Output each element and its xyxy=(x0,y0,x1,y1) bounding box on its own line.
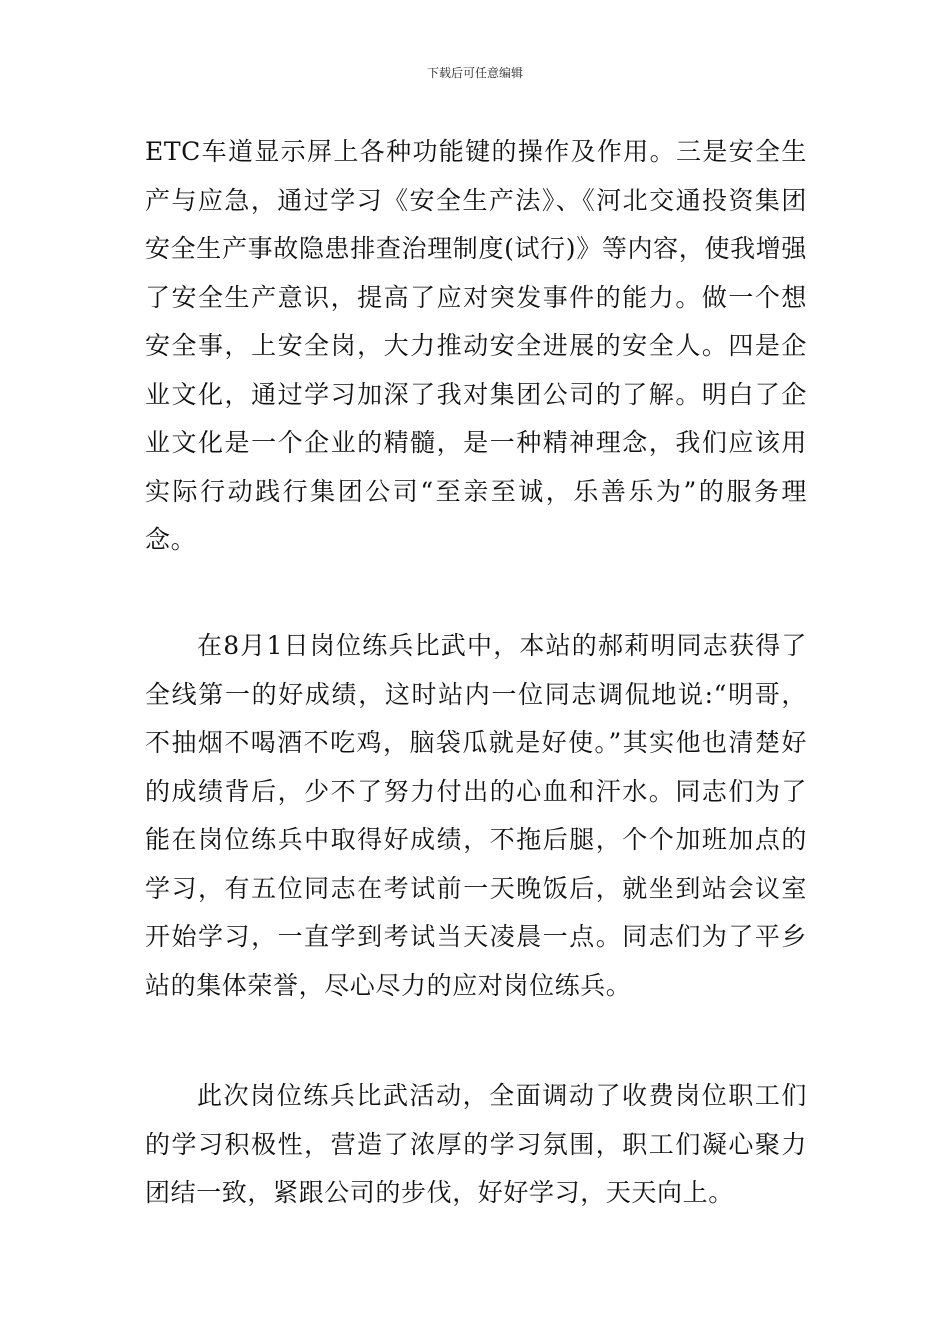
page-header: 下载后可任意编辑 xyxy=(426,66,523,80)
paragraph-1: ETC车道显示屏上各种功能键的操作及作用。三是安全生产与应急，通过学习《安全生产法》、《河北交通投资集团安全生产事故隐患排查治理制度(试行)》等内容，使我增强了安全生产意识，提高了应对突发事件的能力。做一个想安全事，上安全岗，大力推动安全进展的安全人。四是企业文化，通过学习加深了我对集团公司的了解。明白了企业文化是一个企业的精髓，是一种精神理念，我们应该用实际行动践行集团公司“至亲至诚，乐善乐为”的服务理念。 xyxy=(145,137,807,554)
paragraph-2: 在8月1日岗位练兵比武中，本站的郝莉明同志获得了全线第一的好成绩，这时站内一位同志调侃地说:“明哥，不抽烟不喝酒不吃鸡，脑袋瓜就是好使。”其实他也清楚好的成绩背后，少不了努力付出的心血和汗水。同志们为了能在岗位练兵中取得好成绩，不拖后腿，个个加班加点的学习，有五位同志在考试前一天晚饭后，就坐到站会议室开始学习，一直学到考试当天凌晨一点。同志们为了平乡站的集体荣誉，尽心尽力的应对岗位练兵。 xyxy=(145,631,807,1000)
paragraph-3: 此次岗位练兵比武活动，全面调动了收费岗位职工们的学习积极性，营造了浓厚的学习氛围，职工们凝心聚力团结一致，紧跟公司的步伐，好好学习，天天向上。 xyxy=(145,1081,807,1207)
